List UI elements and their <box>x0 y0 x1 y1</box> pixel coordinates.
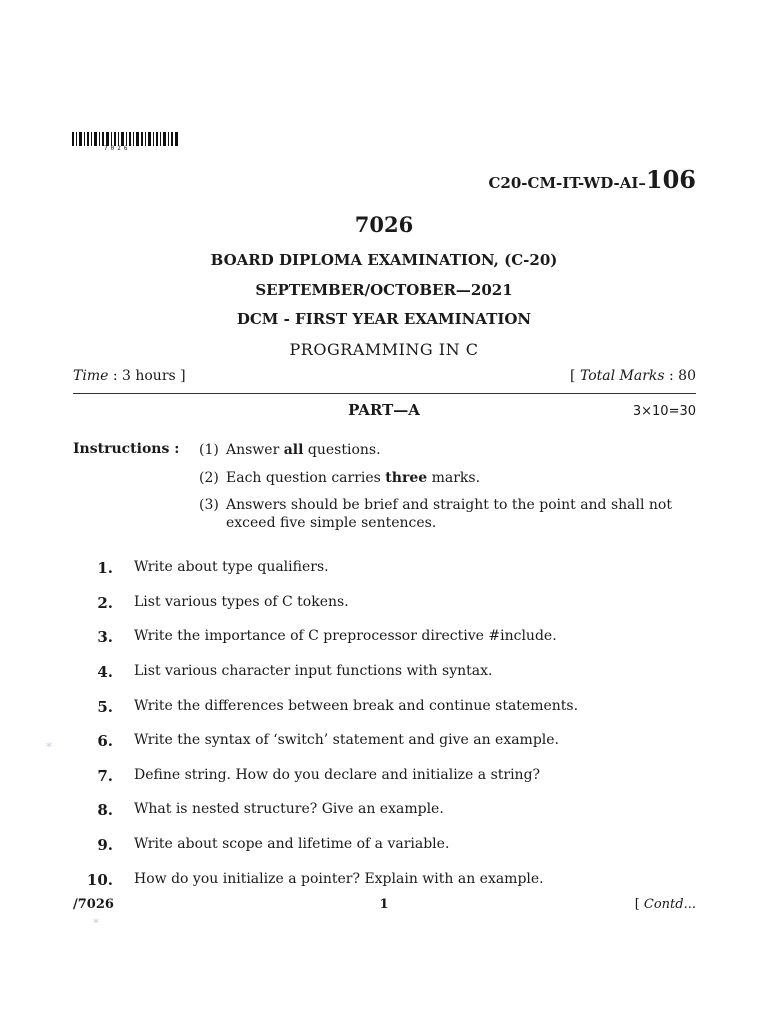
question-text: Write the syntax of ‘switch’ statement and give an example. <box>134 732 560 748</box>
exam-year: DCM - FIRST YEAR EXAMINATION <box>236 310 532 328</box>
footer-paper-code: /7026 <box>73 897 114 912</box>
question-item <box>80 836 700 856</box>
instruction-number: (1) <box>199 442 219 458</box>
question-number: 5. <box>97 698 113 716</box>
time-allowed <box>73 368 186 384</box>
question-item <box>80 698 700 718</box>
question-item <box>80 732 700 752</box>
paper-code: 7026 <box>354 212 414 237</box>
question-item <box>80 559 700 579</box>
question-text: Write about scope and lifetime of a variable. <box>134 836 450 852</box>
part-title: PART—A <box>348 401 420 419</box>
time-label: Time <box>73 368 109 384</box>
course-code-number: 106 <box>645 165 696 194</box>
question-text: Write about type qualifiers. <box>134 559 329 575</box>
question-number: 3. <box>97 628 113 646</box>
question-text: Write the importance of C preprocessor directive #include. <box>134 628 557 644</box>
subject-title: PROGRAMMING IN C <box>289 340 479 359</box>
course-code-prefix: C20-CM-IT-WD-AI– <box>488 174 646 192</box>
scan-mark: * <box>93 916 99 930</box>
question-text: How do you initialize a pointer? Explain with an example. <box>134 871 544 887</box>
question-text: Define string. How do you declare and initialize a string? <box>134 767 541 783</box>
instruction-text: Each question carries three marks. <box>226 470 481 486</box>
question-number: 4. <box>97 663 113 681</box>
instruction-text: Answers should be brief and straight to the point and shall not exceed five simple sentences. <box>226 497 672 531</box>
question-number: 7. <box>97 767 113 785</box>
question-number: 8. <box>97 801 113 819</box>
instruction-number: (2) <box>199 470 219 486</box>
continued-open: [ <box>634 897 644 912</box>
question-item <box>80 871 700 891</box>
marks-open: [ <box>570 368 580 384</box>
instruction-text: Answer all questions. <box>226 442 381 458</box>
continued-text: Contd... <box>643 897 696 912</box>
continued-note <box>635 897 696 912</box>
marks-value: : 80 <box>664 368 696 384</box>
question-text: What is nested structure? Give an example. <box>134 801 444 817</box>
part-marks: 3×10=30 <box>632 404 696 419</box>
question-item <box>80 628 700 648</box>
divider <box>73 393 696 394</box>
question-number: 10. <box>86 871 113 889</box>
question-number: 2. <box>97 594 113 612</box>
barcode-number: 7026 <box>104 145 131 152</box>
marks-label: Total Marks <box>579 368 665 384</box>
question-number: 6. <box>97 732 113 750</box>
instruction-number: (3) <box>199 497 219 513</box>
question-item <box>80 767 700 787</box>
page-number: 1 <box>379 897 389 912</box>
exam-title: BOARD DIPLOMA EXAMINATION, (C-20) <box>210 251 558 269</box>
instructions-label: Instructions : <box>73 441 180 457</box>
question-text: Write the differences between break and continue statements. <box>134 698 579 714</box>
total-marks <box>570 368 696 384</box>
course-code <box>488 165 696 194</box>
question-item <box>80 801 700 821</box>
question-text: List various character input functions with syntax. <box>134 663 493 679</box>
exam-session: SEPTEMBER/OCTOBER—2021 <box>255 281 513 299</box>
question-text: List various types of C tokens. <box>134 594 349 610</box>
question-number: 1. <box>97 559 113 577</box>
question-item <box>80 663 700 683</box>
time-value: : 3 hours ] <box>108 368 186 384</box>
question-item <box>80 594 700 614</box>
scan-mark: * <box>46 740 52 754</box>
question-number: 9. <box>97 836 113 854</box>
